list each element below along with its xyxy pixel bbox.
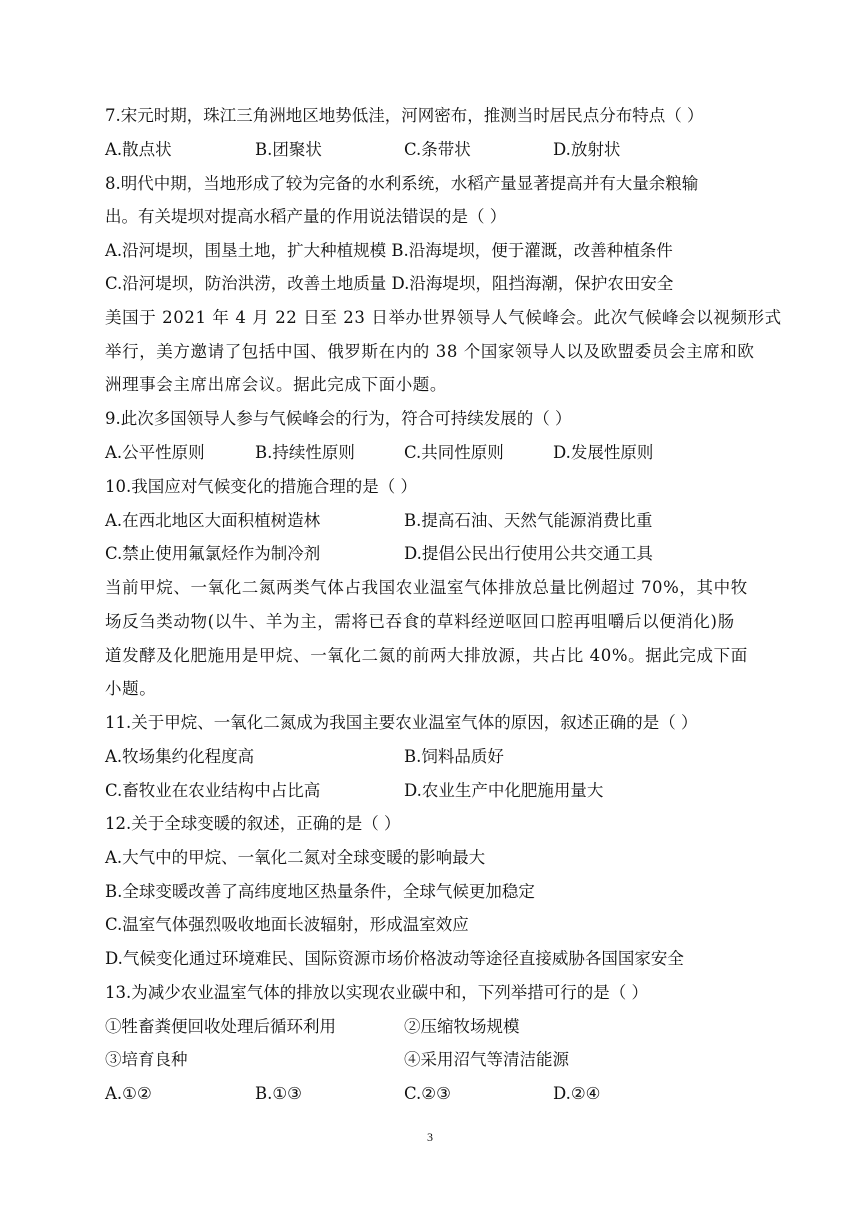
q7-stem: 7.宋元时期，珠江三角洲地区地势低洼，河网密布，推测当时居民点分布特点（ ） <box>105 106 704 125</box>
q13-measure-1: ①牲畜粪便回收处理后循环利用 <box>105 1017 336 1036</box>
q12-option-b: B.全球变暖改善了高纬度地区热量条件，全球气候更加稳定 <box>105 882 535 901</box>
q9-option-d: D.发展性原则 <box>553 443 654 462</box>
q9-stem: 9.此次多国领导人参与气候峰会的行为，符合可持续发展的（ ） <box>105 409 572 428</box>
q7-option-d: D.放射状 <box>553 140 621 159</box>
q13-measure-3: ③培育良种 <box>105 1050 188 1069</box>
q10-stem: 10.我国应对气候变化的措施合理的是（ ） <box>105 477 417 496</box>
q13-stem: 13.为减少农业温室气体的排放以实现农业碳中和，下列举措可行的是（ ） <box>105 983 648 1002</box>
q12-option-c: C.温室气体强烈吸收地面长波辐射，形成温室效应 <box>105 915 469 934</box>
page-number: 3 <box>427 1130 433 1144</box>
q13-measure-4: ④采用沼气等清洁能源 <box>404 1050 569 1069</box>
q11-stem: 11.关于甲烷、一氧化二氮成为我国主要农业温室气体的原因，叙述正确的是（ ） <box>105 713 698 732</box>
passage2-line1: 当前甲烷、一氧化二氮两类气体占我国农业温室气体排放总量比例超过 70%，其中牧 <box>105 578 748 597</box>
q9-option-c: C.共同性原则 <box>404 443 504 462</box>
q12-option-d: D.气候变化通过环境难民、国际资源市场价格波动等途径直接威胁各国国家安全 <box>105 949 684 968</box>
q8-options-line2: C.沿河堤坝，防治洪涝，改善土地质量 D.沿海堤坝，阻挡海潮，保护农田安全 <box>105 274 674 293</box>
passage2-line3: 道发酵及化肥施用是甲烷、一氧化二氮的前两大排放源，共占比 40%。据此完成下面 <box>105 646 748 665</box>
q11-option-d: D.农业生产中化肥施用量大 <box>404 781 604 800</box>
q10-option-d: D.提倡公民出行使用公共交通工具 <box>404 544 653 563</box>
q10-option-b: B.提高石油、天然气能源消费比重 <box>404 511 653 530</box>
q7-option-a: A.散点状 <box>105 140 172 159</box>
q10-option-c: C.禁止使用氟氯烃作为制冷剂 <box>105 544 321 563</box>
q12-option-a: A.大气中的甲烷、一氧化二氮对全球变暖的影响最大 <box>105 848 486 867</box>
q11-option-a: A.牧场集约化程度高 <box>105 747 255 766</box>
q9-option-a: A.公平性原则 <box>105 443 205 462</box>
q13-option-b: B.①③ <box>255 1084 302 1103</box>
q10-option-a: A.在西北地区大面积植树造林 <box>105 511 321 530</box>
q8-stem-line2: 出。有关堤坝对提高水稻产量的作用说法错误的是（ ） <box>105 207 507 226</box>
q12-stem: 12.关于全球变暖的叙述，正确的是（ ） <box>105 814 401 833</box>
q11-option-b: B.饲料品质好 <box>404 747 504 766</box>
q11-option-c: C.畜牧业在农业结构中占比高 <box>105 781 321 800</box>
q7-option-c: C.条带状 <box>404 140 471 159</box>
passage1-line1: 美国于 2021 年 4 月 22 日至 23 日举办世界领导人气候峰会。此次气候峰会以视频形式 <box>105 308 782 327</box>
q8-options-line1: A.沿河堤坝，围垦土地，扩大种植规模 B.沿海堤坝，便于灌溉，改善种植条件 <box>105 241 673 260</box>
q13-option-d: D.②④ <box>553 1084 601 1103</box>
q13-option-c: C.②③ <box>404 1084 451 1103</box>
passage1-line2: 举行，美方邀请了包括中国、俄罗斯在内的 38 个国家领导人以及欧盟委员会主席和欧 <box>105 342 755 361</box>
q13-option-a: A.①② <box>105 1084 152 1103</box>
q9-option-b: B.持续性原则 <box>255 443 355 462</box>
q7-option-b: B.团聚状 <box>255 140 322 159</box>
q13-measure-2: ②压缩牧场规模 <box>404 1017 520 1036</box>
passage1-line3: 洲理事会主席出席会议。据此完成下面小题。 <box>105 375 447 394</box>
passage2-line2: 场反刍类动物(以牛、羊为主，需将已吞食的草料经逆呕回口腔再咀嚼后以便消化)肠 <box>105 612 735 631</box>
passage2-line4: 小题。 <box>105 679 157 698</box>
q8-stem-line1: 8.明代中期，当地形成了较为完备的水利系统，水稻产量显著提高并有大量余粮输 <box>105 174 699 193</box>
